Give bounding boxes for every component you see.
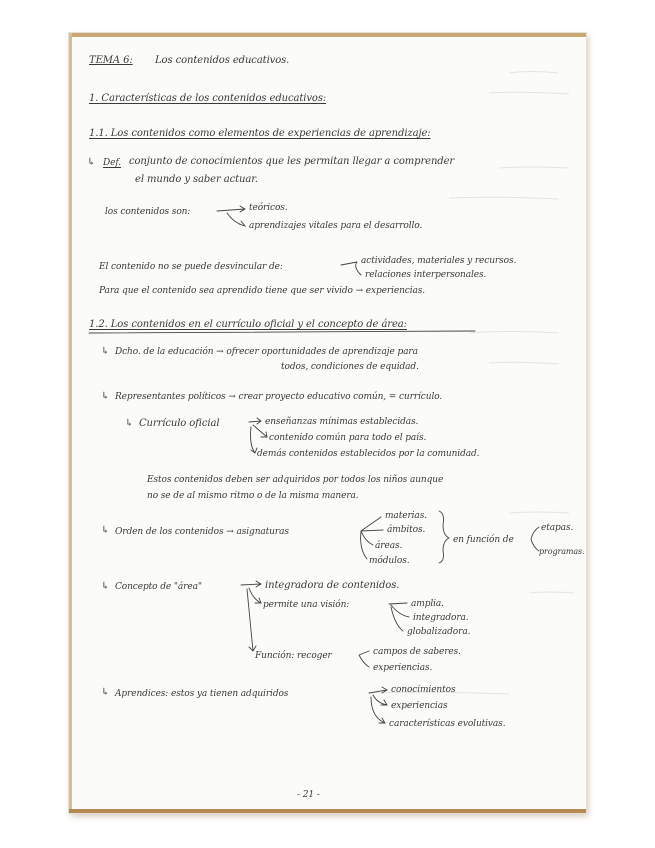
dash-desv-icon xyxy=(341,262,357,265)
notebook-page xyxy=(69,33,586,813)
programas: programas. xyxy=(539,547,585,556)
dcho-arrow: ↳ xyxy=(101,346,110,357)
arrow-cur-2-icon xyxy=(253,425,267,437)
curriculo-arrow: ↳ xyxy=(125,418,134,429)
concepto-arrow: ↳ xyxy=(101,581,110,592)
estos-line-2: no se de al mismo ritmo o de la misma manera. xyxy=(147,491,359,501)
orden-label: Orden de los contenidos → asignaturas xyxy=(115,527,289,537)
son-item-2: aprendizajes vitales para el desarrollo. xyxy=(249,221,423,231)
apr-item-1: conocimientos xyxy=(391,685,456,695)
page-title: Los contenidos educativos. xyxy=(155,55,290,66)
integradora-text: integradora de contenidos. xyxy=(265,580,400,591)
vision-item-3: globalizadora. xyxy=(407,627,471,637)
vision-brace-icon xyxy=(389,603,409,631)
def-line-1: conjunto de conocimientos que les permitan llegar a comprender xyxy=(129,156,455,167)
arrow-apr-2-icon xyxy=(373,695,387,705)
aprendices-text: Aprendices: estos ya tienen adquiridos xyxy=(115,689,289,699)
arrow-cur-3-icon xyxy=(251,427,258,453)
vision-item-1: amplia. xyxy=(411,599,444,609)
representantes-text: Representantes políticos → crear proyecto educativo común, = currículo. xyxy=(115,392,443,402)
arrow-son-2-icon xyxy=(227,213,245,226)
heading-1: 1. Características de los contenidos educativos: xyxy=(89,93,327,104)
contenidos-son: los contenidos son: xyxy=(105,207,191,217)
orden-item-3: áreas. xyxy=(375,541,403,551)
apr-item-3: características evolutivas. xyxy=(389,719,506,729)
funcion-text: Función: recoger xyxy=(255,651,332,661)
funcion-brace-icon xyxy=(531,527,539,551)
desv-item-2: relaciones interpersonales. xyxy=(365,270,487,280)
heading-1-2: 1.2. Los contenidos en el currículo oficial y el concepto de área: xyxy=(89,319,407,330)
apr-item-2: experiencias xyxy=(391,701,448,711)
dcho-line-1: Dcho. de la educación → ofrecer oportunidades de aprendizaje para xyxy=(115,347,418,357)
desvincular-text: El contenido no se puede desvincular de: xyxy=(99,262,283,272)
curriculo-label: Currículo oficial xyxy=(139,418,220,429)
curly-brace-icon xyxy=(439,511,449,563)
arrow-son-1-icon xyxy=(217,206,245,212)
concepto-label: Concepto de "área" xyxy=(115,582,202,592)
aprendido-text: Para que el contenido sea aprendido tiene que ser vivido → experiencias. xyxy=(99,286,426,296)
desv-brace-icon xyxy=(356,262,361,275)
son-item-1: teóricos. xyxy=(249,203,288,213)
arrow-integradora-icon xyxy=(241,581,261,587)
orden-item-2: ámbitos. xyxy=(387,525,426,535)
arrow-cur-1-icon xyxy=(249,418,261,424)
title-prefix: TEMA 6: xyxy=(89,55,133,66)
handwritten-strokes xyxy=(69,33,586,813)
cur-item-3: demás contenidos establecidos por la comunidad. xyxy=(257,449,480,459)
dcho-line-2: todos, condiciones de equidad. xyxy=(281,362,419,372)
page-number: - 21 - xyxy=(297,790,320,800)
heading-underline-icon xyxy=(89,331,475,333)
orden-arrow: ↳ xyxy=(101,525,110,536)
vision-item-2: integradora. xyxy=(413,613,469,623)
func-item-2: experiencias. xyxy=(373,663,433,673)
aprendices-arrow: ↳ xyxy=(101,687,110,698)
etapas: etapas. xyxy=(541,523,574,533)
heading-1-1: 1.1. Los contenidos como elementos de experiencias de aprendizaje: xyxy=(89,128,431,139)
representantes-arrow: ↳ xyxy=(101,391,110,402)
def-arrow: ↳ xyxy=(87,157,96,168)
desv-item-1: actividades, materiales y recursos. xyxy=(361,256,517,266)
func-item-1: campos de saberes. xyxy=(373,647,461,657)
orden-item-4: módulos. xyxy=(369,556,410,566)
def-line-2: el mundo y saber actuar. xyxy=(135,174,258,185)
permite-text: permite una visión: xyxy=(263,600,350,610)
estos-line-1: Estos contenidos deben ser adquiridos por todos los niños aunque xyxy=(147,475,444,485)
orden-item-1: materias. xyxy=(385,511,427,521)
asig-brace-icon xyxy=(361,517,383,559)
def-label: Def. xyxy=(103,158,122,168)
arrow-permite-icon xyxy=(249,588,261,603)
en-funcion-de: en función de xyxy=(453,535,514,545)
arrow-apr-1-icon xyxy=(369,687,387,693)
cur-item-2: contenido común para todo el país. xyxy=(269,433,427,443)
cur-item-1: enseñanzas mínimas establecidas. xyxy=(265,417,419,427)
func-brace-icon xyxy=(359,651,369,667)
